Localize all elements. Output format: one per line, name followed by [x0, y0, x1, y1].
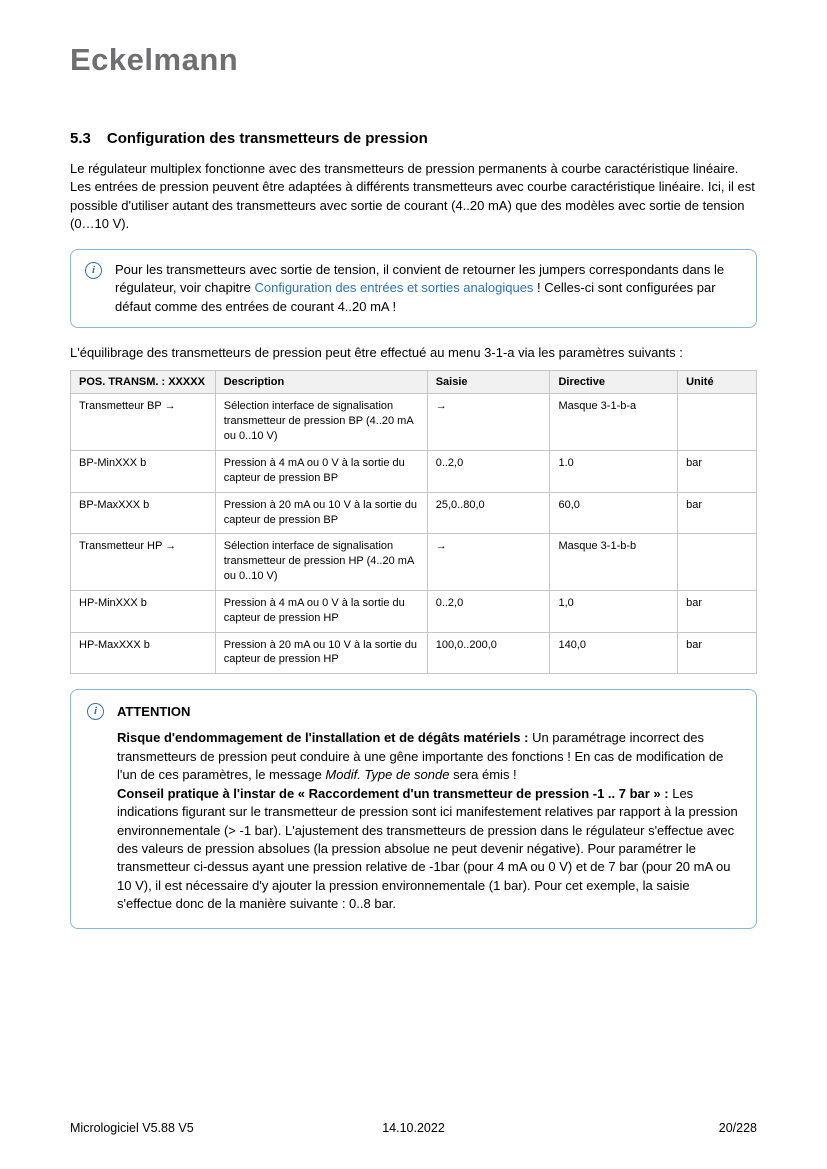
info-icon: i — [87, 703, 104, 720]
cell-directive: 60,0 — [550, 492, 678, 534]
footer-page-number: 20/228 — [718, 1121, 757, 1135]
column-header-description: Description — [215, 370, 427, 394]
section-heading — [70, 130, 757, 147]
attention-box — [70, 689, 757, 929]
cell-description: Pression à 20 mA ou 10 V à la sortie du capteur de pression HP — [215, 632, 427, 674]
attention-paragraph-1 — [117, 729, 740, 784]
parameters-table — [70, 370, 757, 675]
chapter-cross-reference-link[interactable]: Configuration des entrées et sorties analogiques — [254, 280, 534, 296]
column-header-unite: Unité — [678, 370, 757, 394]
info-text-after-link: ! Celles-ci sont configurées par défaut comme des entrées de courant 4..20 mA ! — [115, 280, 716, 314]
cell-unite — [678, 394, 757, 451]
attention-p1-text: Un paramétrage incorrect des transmetteurs de pression peut conduire à une gêne importante des fonctions ! En cas de modification de l'un de ces paramètres, le message — [117, 730, 724, 783]
attention-p1-italic: Modif. Type de sonde — [325, 767, 450, 783]
cell-unite: bar — [678, 632, 757, 674]
table-row — [71, 451, 757, 493]
info-note-box — [70, 249, 757, 328]
cell-saisie: 0..2,0 — [427, 590, 550, 632]
table-row — [71, 590, 757, 632]
info-text-before-link: Pour les transmetteurs avec sortie de tension, il convient de retourner les jumpers correspondants dans le régulateur, voir chapitre — [115, 261, 725, 296]
cell-directive: Masque 3-1-b-b — [550, 534, 678, 591]
attention-header — [87, 702, 740, 720]
cell-description: Pression à 20 mA ou 10 V à la sortie du capteur de pression BP — [215, 492, 427, 534]
cell-saisie: → — [427, 394, 550, 451]
intro-paragraph: Le régulateur multiplex fonctionne avec des transmetteurs de pression permanents à courbe caractéristique linéaire. Les entrées de pression peuvent être adaptées à différents transmetteurs avec courbe caractéristique linéaire. Ici, il est possible d'utiliser autant des transmetteurs avec sortie de courant (4..20 mA) que des modèles avec sortie de tension (0…10 V). — [70, 161, 755, 232]
info-icon: i — [85, 262, 102, 279]
cell-description: Pression à 4 mA ou 0 V à la sortie du capteur de pression HP — [215, 590, 427, 632]
cell-pos: BP-MinXXX b — [71, 451, 216, 493]
section-number: 5.3 — [70, 130, 91, 147]
attention-p2-text: Les indications figurant sur le transmetteur de pression sont ici manifestement relatives par rapport à la pression environnementale (> -1 bar). L'ajustement des transmetteurs de pression dans le régulateur s'effectue avec des valeurs de pression absolues (la pression absolue ne peut devenir négative). Pour paramétrer le transmetteur ci-dessus ayant une pression relative de -1bar (pour 4 mA ou 0 V) et de 7 bar (pour 20 mA ou 10 V), il est nécessaire d'y ajouter la pression environnementale (1 bar). Pour cet exemple, la saisie s'effectue donc de la manière suivante : 0..8 bar. — [117, 785, 738, 912]
cell-pos: HP-MaxXXX b — [71, 632, 216, 674]
cell-directive: 1,0 — [550, 590, 678, 632]
cell-unite: bar — [678, 492, 757, 534]
cell-pos: BP-MaxXXX b — [71, 492, 216, 534]
attention-paragraph-2 — [117, 785, 740, 914]
cell-saisie: 0..2,0 — [427, 451, 550, 493]
cell-pos: HP-MinXXX b — [71, 590, 216, 632]
table-header-row — [71, 370, 757, 394]
cell-unite: bar — [678, 590, 757, 632]
table-intro-paragraph: L'équilibrage des transmetteurs de pression peut être effectué au menu 3-1-a via les paramètres suivants : — [70, 345, 683, 361]
cell-saisie: 25,0..80,0 — [427, 492, 550, 534]
column-header-saisie: Saisie — [427, 370, 550, 394]
cell-directive: 140,0 — [550, 632, 678, 674]
cell-pos: Transmetteur HP → — [71, 534, 216, 591]
footer-firmware-version: Micrologiciel V5.88 V5 — [70, 1121, 194, 1135]
cell-description: Sélection interface de signalisation transmetteur de pression HP (4..20 mA ou 0..10 V) — [215, 534, 427, 591]
table-row — [71, 492, 757, 534]
footer-date: 14.10.2022 — [382, 1121, 445, 1135]
table-row — [71, 394, 757, 451]
attention-p1-lead: Risque d'endommagement de l'installation et de dégâts matériels : — [117, 730, 529, 746]
cell-unite — [678, 534, 757, 591]
cell-directive: Masque 3-1-b-a — [550, 394, 678, 451]
table-row — [71, 534, 757, 591]
attention-p1-end: sera émis ! — [449, 767, 517, 783]
cell-directive: 1.0 — [550, 451, 678, 493]
company-logo: Eckelmann — [70, 42, 239, 77]
attention-p2-lead: Conseil pratique à l'instar de « Raccordement d'un transmetteur de pression -1 .. 7 bar » : — [117, 785, 669, 801]
column-header-directive: Directive — [550, 370, 678, 394]
cell-description: Sélection interface de signalisation transmetteur de pression BP (4..20 mA ou 0..10 V) — [215, 394, 427, 451]
cell-saisie: → — [427, 534, 550, 591]
cell-unite: bar — [678, 451, 757, 493]
page-footer — [70, 1121, 757, 1135]
table-row — [71, 632, 757, 674]
section-title: Configuration des transmetteurs de pression — [106, 130, 428, 147]
cell-description: Pression à 4 mA ou 0 V à la sortie du capteur de pression BP — [215, 451, 427, 493]
attention-body — [117, 729, 740, 914]
cell-saisie: 100,0..200,0 — [427, 632, 550, 674]
info-note-text — [115, 261, 742, 316]
cell-pos: Transmetteur BP → — [71, 394, 216, 451]
attention-title: ATTENTION — [117, 703, 191, 719]
column-header-pos: POS. TRANSM. : XXXXX — [71, 370, 216, 394]
